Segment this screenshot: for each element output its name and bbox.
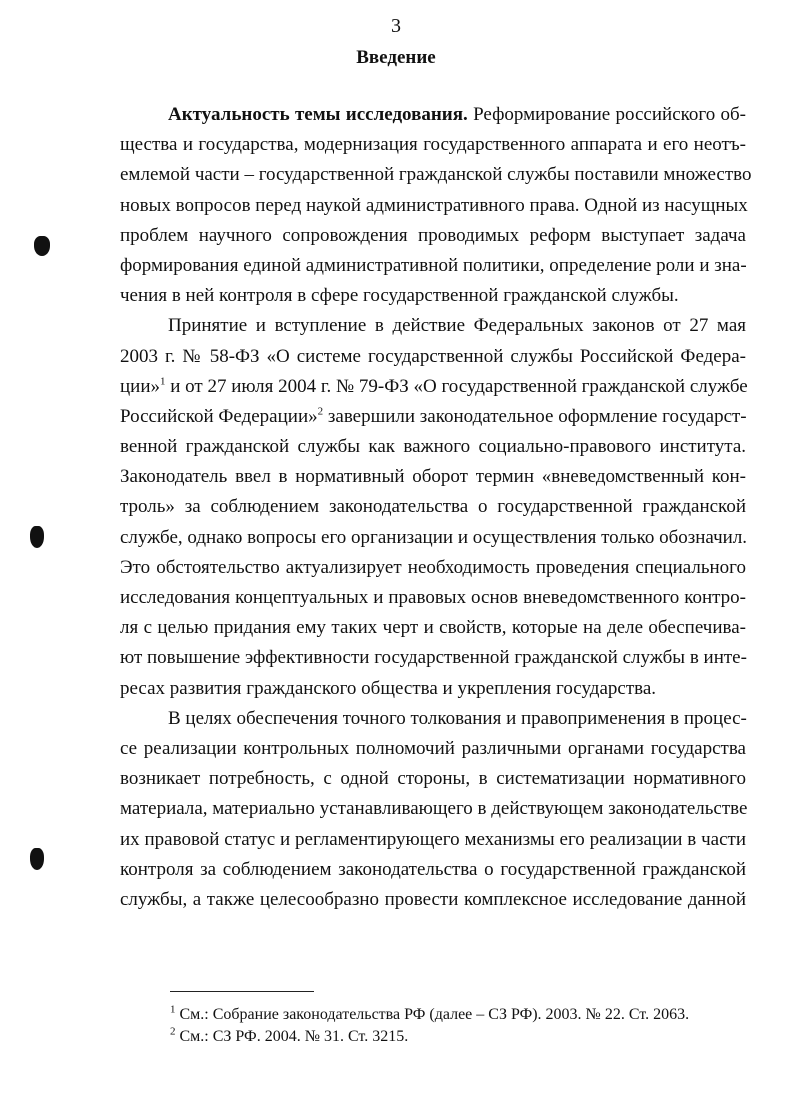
paragraph-1 (120, 100, 752, 311)
text-line (120, 372, 746, 402)
text-line: материала, материально устанавливающего в действующем законодательстве (120, 798, 748, 820)
footnote-ref: 2 (317, 405, 324, 418)
footnote-separator (170, 991, 314, 992)
text-line: чения в ней контроля в сфере государственной гражданской службы. (120, 285, 679, 307)
text-line (120, 402, 746, 432)
scan-artifact-icon (30, 848, 44, 870)
text-line: троль» за соблюдением законодательства о государственной гражданской (120, 496, 746, 518)
footnote-2 (170, 1027, 408, 1047)
text-line: Принятие и вступление в действие Федеральных законов от 27 мая (168, 315, 746, 337)
text-span: Реформирование российского об- (467, 104, 747, 125)
paragraph-2 (120, 311, 746, 703)
lead-phrase: Актуальность темы исследования. (168, 104, 468, 125)
text-line: В целях обеспечения точного толкования и правоприменения в процес- (168, 707, 747, 729)
text-line (120, 100, 746, 130)
body-text (120, 100, 752, 915)
text-line: Законодатель ввел в нормативный оборот термин «вневедомственный кон- (120, 466, 746, 488)
text-line: емлемой части – государственной гражданской службы поставили множество (120, 164, 752, 186)
footnote-text: См.: СЗ РФ. 2004. № 31. Ст. 3215. (179, 1028, 409, 1045)
footnote-mark: 2 (170, 1025, 176, 1038)
text-line: 2003 г. № 58-ФЗ «О системе государственной службы Российской Федера- (120, 345, 746, 367)
text-line: новых вопросов перед наукой административного права. Одной из насущных (120, 194, 748, 216)
section-heading: Введение (356, 47, 436, 68)
text-line: проблем научного сопровождения проводимых реформ выступает задача (120, 224, 746, 246)
text-span: ции» (120, 375, 161, 397)
text-line: ресах развития гражданского общества и укрепления государства. (120, 677, 657, 699)
footnote-mark: 1 (170, 1003, 176, 1016)
text-line: их правовой статус и регламентирующего механизмы его реализации в части (120, 828, 746, 850)
text-line: щества и государства, модернизация государственного аппарата и его неотъ- (120, 134, 746, 156)
text-span: завершили законодательное оформление государст- (323, 405, 747, 427)
text-line: ля с целью придания ему таких черт и свойств, которые на деле обеспечива- (120, 617, 746, 639)
text-line: венной гражданской службы как важного социально-правового института. (120, 436, 746, 458)
footnote-1 (170, 1005, 689, 1025)
page-number: 3 (391, 15, 401, 37)
text-span: Российской Федерации» (120, 405, 318, 427)
text-line: возникает потребность, с одной стороны, в систематизации нормативного (120, 768, 746, 790)
footnote-ref: 1 (160, 375, 166, 388)
text-line: формирования единой административной политики, определение роли и зна- (120, 254, 747, 276)
text-line: ют повышение эффективности государственной гражданской службы в инте- (120, 647, 747, 669)
scan-artifact-icon (34, 236, 50, 256)
text-line: исследования концептуальных и правовых основ вневедомственного контро- (120, 587, 746, 608)
text-span: и от 27 июля 2004 г. № 79-ФЗ «О государственной гражданской службе (165, 375, 748, 397)
text-line: Это обстоятельство актуализирует необходимость проведения специального (120, 556, 746, 578)
text-line: службе, однако вопросы его организации и осуществления только обозначил. (120, 526, 748, 548)
text-line: службы, а также целесообразно провести комплексное исследование данной (120, 888, 746, 910)
scan-artifact-icon (30, 526, 44, 548)
text-line: се реализации контрольных полномочий различными органами государства (120, 737, 746, 759)
footnote-text: См.: Собрание законодательства РФ (далее – СЗ РФ). 2003. № 22. Ст. 2063. (179, 1006, 690, 1023)
text-line: контроля за соблюдением законодательства о государственной гражданской (120, 858, 746, 880)
paragraph-3 (120, 704, 746, 915)
